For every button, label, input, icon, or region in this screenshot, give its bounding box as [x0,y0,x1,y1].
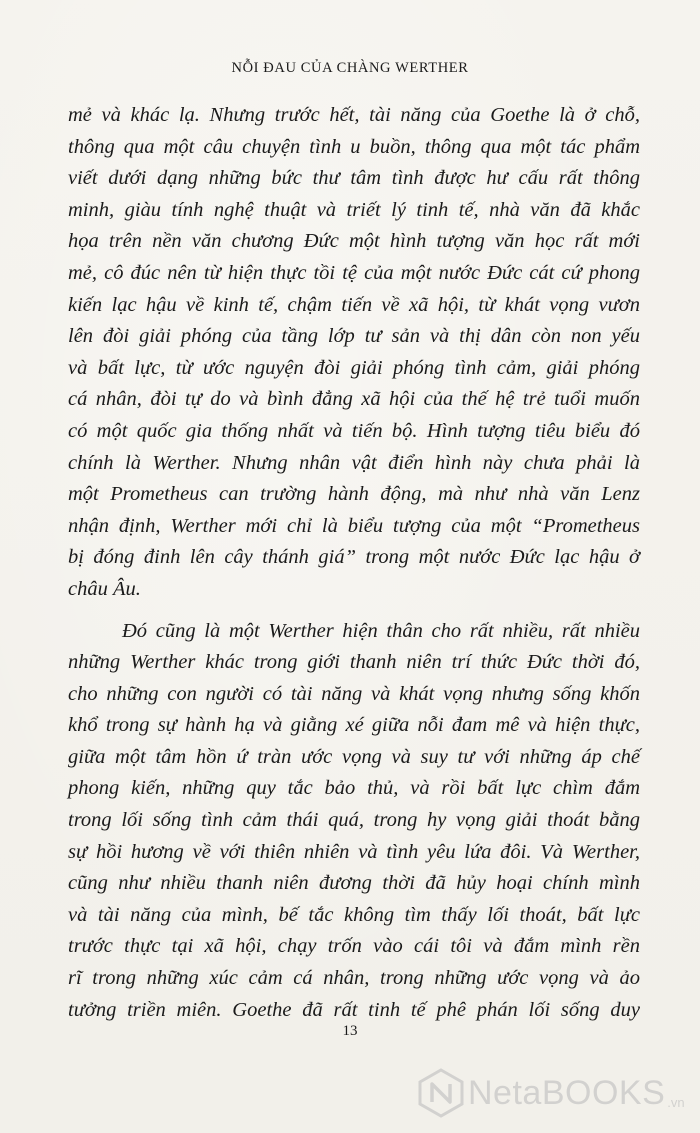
text-line: và bất lực, từ ước nguyện đòi giải phóng tình cảm, giải phóng [68,356,640,379]
text-line: có một quốc gia thống nhất và tiến bộ. Hình tượng tiêu biểu đó [68,419,640,442]
text-line: tưởng triền miên. Goethe đã rất tinh tế phê phán lối sống duy [68,998,640,1021]
text-line: cá nhân, đòi tự do và bình đẳng xã hội của thế hệ trẻ tuổi muốn [68,388,640,411]
text-line: chính là Werther. Nhưng nhân vật điển hình này chưa phải là [68,451,640,474]
text-line: kiến lạc hậu về kinh tế, chậm tiến về xã hội, từ khát vọng vươn [68,293,640,316]
watermark-brand: NetaBOOKS [468,1073,666,1112]
watermark-suffix: .vn [667,1095,685,1110]
text-line: trước thực tại xã hội, chạy trốn vào cái tôi và đắm mình rền [68,935,640,958]
text-line: những Werther khác trong giới thanh niên trí thức Đức thời đó, [68,651,640,674]
text-line: phong kiến, những quy tắc bảo thủ, và rồi bất lực chìm đắm [68,777,640,800]
text-line: trong lối sống tình cảm thái quá, trong hy vọng giải thoát bằng [68,809,640,832]
text-line: Đó cũng là một Werther hiện thân cho rất nhiều, rất nhiều [122,619,640,642]
text-line: cũng như nhiều thanh niên đương thời đã hủy hoại chính mình [68,872,640,895]
page-number: 13 [342,1023,358,1039]
body-text [68,100,640,1026]
text-line: mẻ và khác lạ. Nhưng trước hết, tài năng của Goethe là ở chỗ, [68,104,640,126]
text-line: khổ trong sự hành hạ và giằng xé giữa nỗi đam mê và hiện thực, [68,714,640,737]
running-head-title: NỖI ĐAU CỦA CHÀNG WERTHER [231,60,469,76]
text-line: minh, giàu tính nghệ thuật và triết lý tinh tế, nhà văn đã khắc [68,198,640,221]
text-line: cho những con người có tài năng và khát vọng nhưng sống khốn [68,682,640,705]
text-line: mẻ, cô đúc nên từ hiện thực tồi tệ của một nước Đức cát cứ phong [68,261,640,284]
text-line: viết dưới dạng những bức thư tâm tình được hư cấu rất thông [68,167,640,190]
paragraph-gap [68,606,640,616]
netabooks-logo-icon [418,1068,464,1118]
paragraph-1 [68,100,640,606]
text-line: một Prometheus can trường hành động, mà như nhà văn Lenz [68,483,640,506]
text-line: rĩ trong những xúc cảm cá nhân, trong những ước vọng và ảo [68,967,640,990]
text-line: giữa một tâm hồn ứ tràn ước vọng và suy tư với những áp chế [68,745,640,768]
watermark [418,1068,685,1118]
text-line: lên đòi giải phóng của tầng lớp tư sản và thị dân còn non yếu [68,325,640,348]
text-line: châu Âu. [68,577,141,600]
text-line: nhận định, Werther mới chỉ là biểu tượng của một “Prometheus [68,514,640,537]
text-line: sự hồi hương về với thiên nhiên và tình yêu lứa đôi. Và Werther, [68,840,640,863]
text-line: thông qua một câu chuyện tình u buồn, thông qua một tác phẩm [68,135,640,158]
paragraph-2 [68,616,640,1027]
text-line: họa trên nền văn chương Đức một hình tượng văn học rất mới [68,230,640,253]
text-line: và tài năng của mình, bế tắc không tìm thấy lối thoát, bất lực [68,903,640,926]
text-line: bị đóng đinh lên cây thánh giá” trong một nước Đức lạc hậu ở [68,546,640,569]
